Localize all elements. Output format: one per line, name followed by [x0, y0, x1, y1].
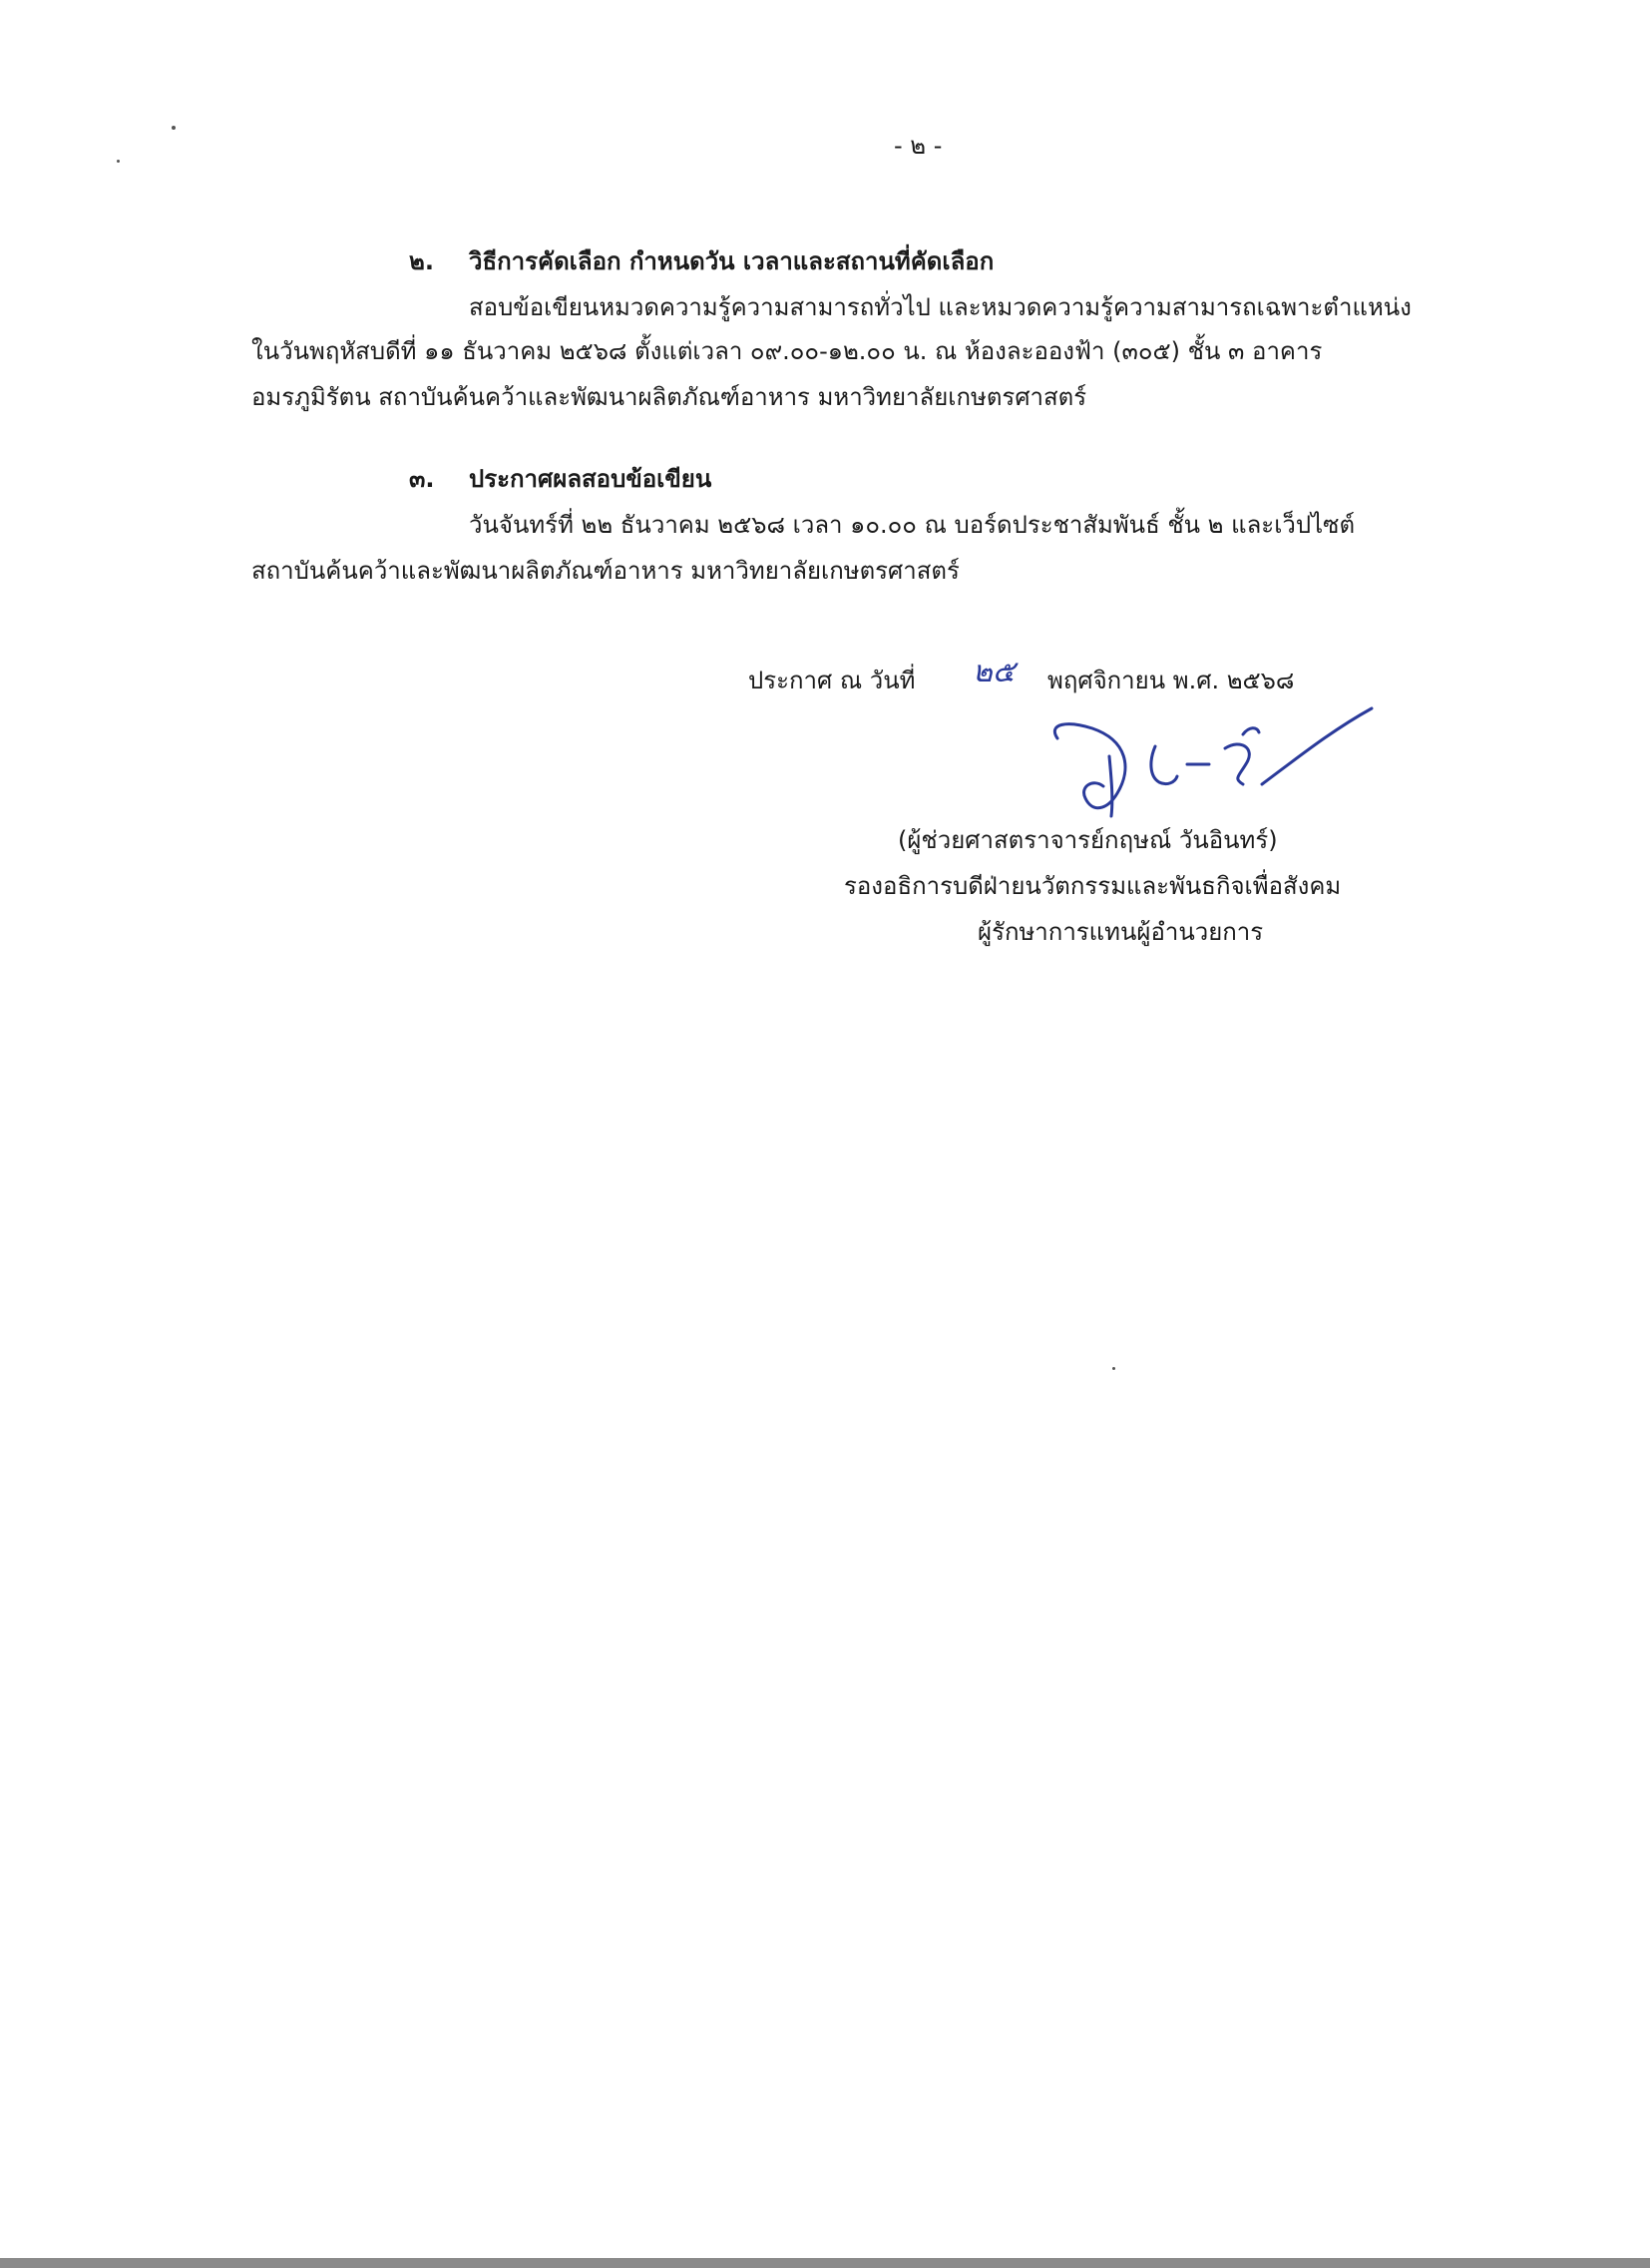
page-number: - ๒ - [894, 132, 943, 160]
section-3-number: ๓. [409, 465, 435, 493]
signatory-name: (ผู้ช่วยศาสตราจารย์กฤษณ์ วันอินทร์) [898, 826, 1278, 854]
signatory-acting-role: ผู้รักษาการแทนผู้อำนวยการ [978, 918, 1264, 946]
section-3-line-2: สถาบันค้นคว้าและพัฒนาผลิตภัณฑ์อาหาร มหาวิทยาลัยเกษตรศาสตร์ [251, 557, 960, 585]
signatory-position: รองอธิการบดีฝ่ายนวัตกรรมและพันธกิจเพื่อสังคม [844, 872, 1342, 900]
section-2-number: ๒. [409, 247, 434, 275]
handwritten-signature [1037, 698, 1397, 838]
announcement-suffix: พฤศจิกายน พ.ศ. ๒๕๖๘ [1047, 667, 1295, 694]
scan-speck [117, 160, 120, 163]
section-3-heading: ประกาศผลสอบข้อเขียน [469, 465, 712, 493]
section-2-line-2: ในวันพฤหัสบดีที่ ๑๑ ธันวาคม ๒๕๖๘ ตั้งแต่เวลา ๐๙.๐๐-๑๒.๐๐ น. ณ ห้องละอองฟ้า (๓๐๕) ชั้น ๓ อาคาร [251, 337, 1323, 365]
scan-speck [1112, 1367, 1115, 1370]
scan-border [0, 2258, 1650, 2268]
section-3-line-1: วันจันทร์ที่ ๒๒ ธันวาคม ๒๕๖๘ เวลา ๑๐.๐๐ ณ บอร์ดประชาสัมพันธ์ ชั้น ๒ และเว็ปไซต์ [469, 511, 1356, 539]
section-2-line-3: อมรภูมิรัตน สถาบันค้นคว้าและพัฒนาผลิตภัณฑ์อาหาร มหาวิทยาลัยเกษตรศาสตร์ [251, 383, 1087, 411]
announcement-day: ๒๕ [973, 655, 1016, 689]
scan-speck [172, 126, 176, 130]
announcement-prefix: ประกาศ ณ วันที่ [748, 667, 916, 694]
section-2-heading: วิธีการคัดเลือก กำหนดวัน เวลาและสถานที่คัดเลือก [469, 247, 995, 275]
section-2-line-1: สอบข้อเขียนหมวดความรู้ความสามารถทั่วไป และหมวดความรู้ความสามารถเฉพาะตำแหน่ง [469, 293, 1412, 321]
